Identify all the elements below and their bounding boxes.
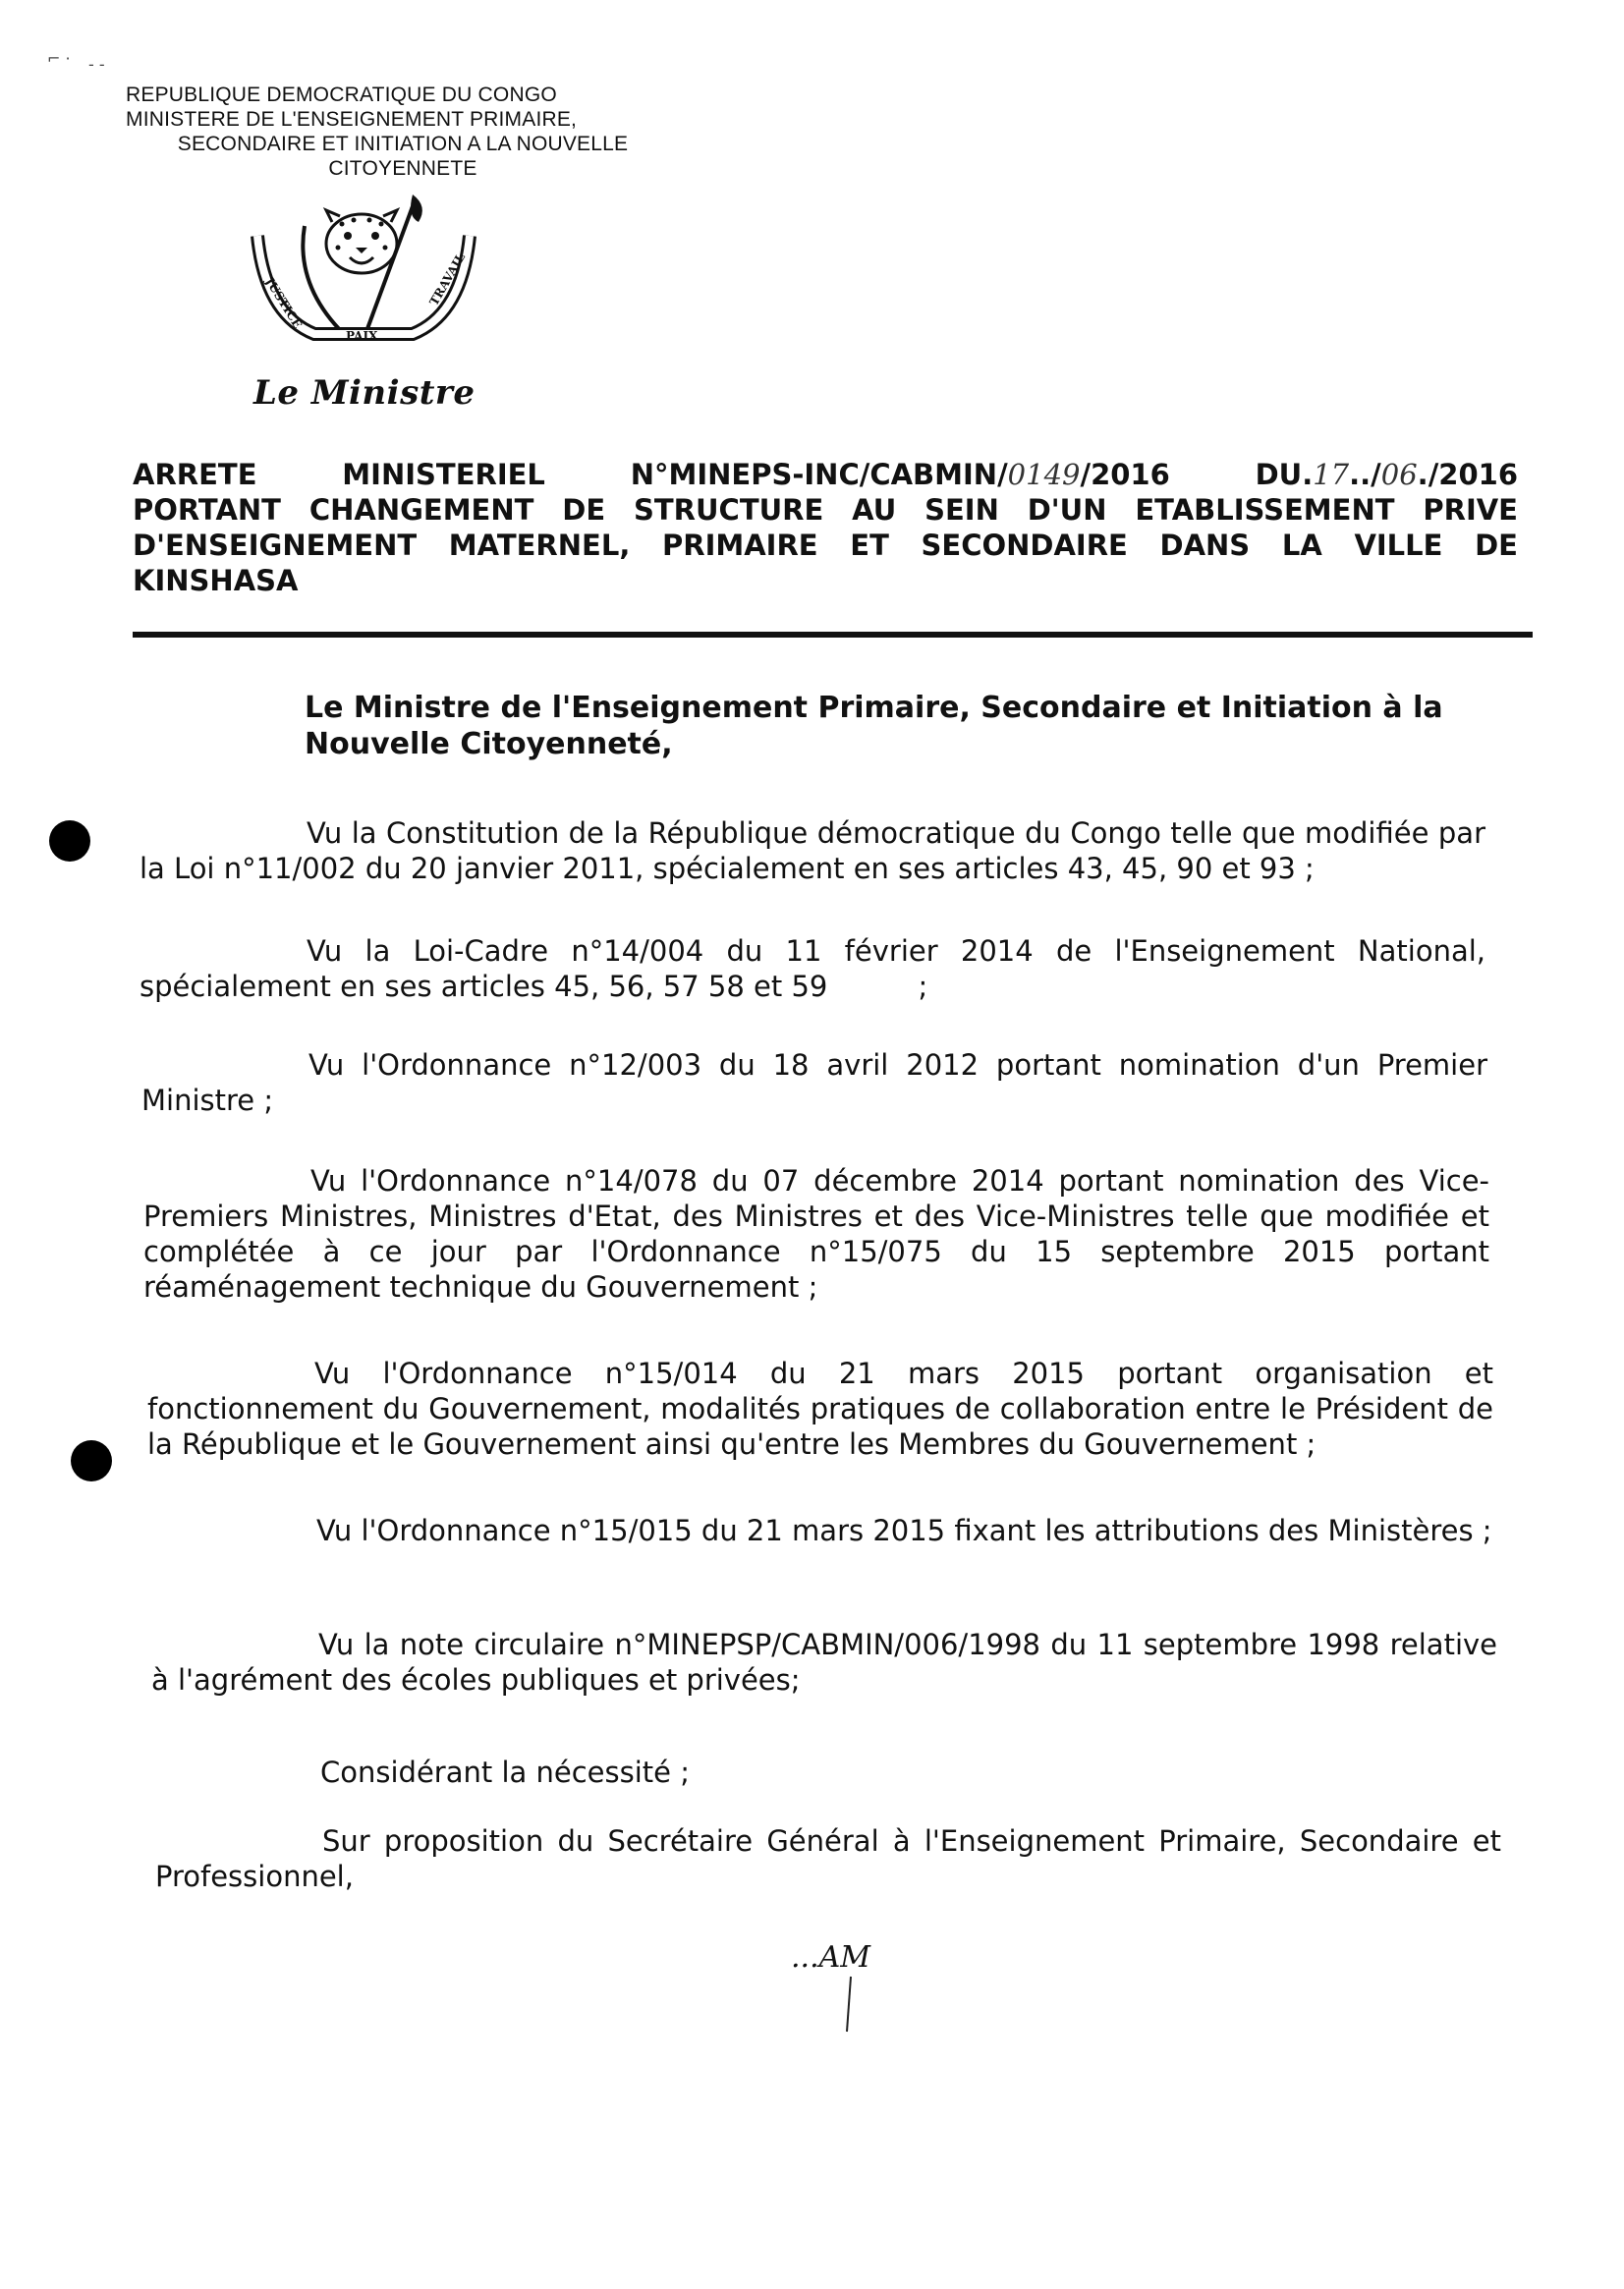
visa-paragraph-first: Vu l'Ordonnance n°15/015 du 21 mars 2015 fixant les attributions des — [316, 1514, 1319, 1547]
visa-paragraph-rest: Ministre ; — [141, 1084, 274, 1117]
scan-artifact: - - — [88, 55, 105, 74]
visa-paragraph — [147, 1356, 1493, 1462]
decree-month-handwritten: 06 — [1380, 458, 1418, 491]
considering-text: Considérant la nécessité ; — [320, 1756, 690, 1789]
visa-paragraph-rest: spécialement en ses articles 45, 56, 57 58 et 59 ; — [140, 970, 928, 1003]
proposal-paragraph — [155, 1823, 1501, 1894]
decree-date-sep: ../ — [1349, 458, 1381, 491]
visa-paragraph — [151, 1627, 1497, 1698]
decree-title-line1 — [133, 457, 1518, 492]
visa-paragraph-rest: relative à l'agrément des écoles publiques et privées; — [151, 1628, 1498, 1697]
minister-preamble: Le Ministre de l'Enseignement Primaire, Secondaire et Initiation à la Nouvelle Citoyenneté, — [305, 691, 1443, 761]
decree-number-handwritten: 0149 — [1007, 458, 1081, 491]
proposal-paragraph-first: Sur proposition du Secrétaire Général à l'Enseignement Primaire, Secondaire et — [322, 1824, 1501, 1858]
visa-paragraph — [149, 1513, 1495, 1548]
leopard-head-icon — [326, 210, 397, 273]
coat-of-arms-emblem — [236, 187, 491, 383]
decree-date-prefix: /2016 DU. — [1080, 458, 1314, 491]
visa-paragraph-first: Vu la Constitution de la République démocratique du Congo telle que modifiée — [307, 816, 1429, 850]
motto-justice: JUSTICE — [262, 275, 306, 331]
decree-title-line3: D'ENSEIGNEMENT MATERNEL, PRIMAIRE ET SECONDAIRE DANS LA VILLE DE — [133, 529, 1518, 562]
visa-paragraph-rest: fonctionnement du Gouvernement, modalités pratiques de collaboration entre le Président de la République et le Gouvernement ainsi qu'entre les Membres du Gouvernement ; — [147, 1392, 1493, 1461]
scan-artifact: ⌐ · — [47, 49, 71, 68]
visa-paragraph — [143, 1163, 1489, 1305]
proposal-paragraph-rest: Professionnel, — [155, 1860, 354, 1893]
visa-paragraph — [141, 1047, 1487, 1118]
visa-paragraph-first: Vu la note circulaire n°MINEPSP/CABMIN/006/1998 du 11 septembre 1998 — [318, 1628, 1380, 1661]
considering-paragraph — [153, 1755, 1499, 1790]
motto-ribbon — [257, 236, 470, 343]
visa-paragraph-rest: par la Loi n°11/002 du 20 janvier 2011, spécialement en ses articles 43, 45, 90 et 93 ; — [140, 816, 1485, 885]
decree-title — [133, 457, 1518, 598]
handwritten-stroke — [843, 1975, 855, 2034]
visa-paragraph-rest: Premiers Ministres, Ministres d'Etat, des Ministres et des Vice-Ministres telle que modifiée et complétée à ce jour par l'Ordonnance n°15/075 du 15 septembre 2015 portant réaménagement technique du Gouvernement ; — [143, 1200, 1489, 1304]
tusk-icon — [303, 226, 344, 334]
header-citizenship: CITOYENNETE — [328, 157, 477, 180]
header-ministry: MINISTERE DE L'ENSEIGNEMENT PRIMAIRE, — [126, 108, 578, 131]
visa-paragraph-rest: Ministères ; — [1327, 1514, 1492, 1547]
title-divider — [133, 632, 1533, 638]
minister-signature-title: Le Ministre — [253, 373, 476, 413]
punch-hole — [49, 820, 90, 862]
decree-title-line4: KINSHASA — [133, 564, 299, 597]
visa-paragraph-first: Vu l'Ordonnance n°12/003 du 18 avril 2012 portant nomination d'un Premier — [308, 1048, 1487, 1082]
document-header — [118, 83, 688, 181]
visa-paragraph-first: Vu la Loi-Cadre n°14/004 du 11 février 2014 de l'Enseignement National, — [307, 934, 1485, 968]
visa-paragraph-first: Vu l'Ordonnance n°15/014 du 21 mars 2015 portant organisation et — [314, 1357, 1493, 1390]
motto-travail: TRAVAIL — [426, 251, 469, 308]
decree-number-prefix: ARRETE MINISTERIEL N°MINEPS-INC/CABMIN/ — [133, 458, 1008, 491]
visa-paragraph-first: Vu l'Ordonnance n°14/078 du 07 décembre 2014 portant nomination des Vice- — [310, 1164, 1489, 1198]
decree-day-handwritten: 17 — [1313, 458, 1350, 491]
header-country: REPUBLIQUE DEMOCRATIQUE DU CONGO — [126, 84, 557, 106]
motto-paix: PAIX — [346, 329, 378, 343]
punch-hole — [71, 1440, 112, 1481]
visa-paragraph — [140, 933, 1485, 1004]
page-continuation-mark: ...AM — [791, 1940, 870, 1975]
decree-year: ./2016 — [1417, 458, 1518, 491]
decree-title-line2: PORTANT CHANGEMENT DE STRUCTURE AU SEIN D'UN ETABLISSEMENT PRIVE — [133, 493, 1518, 527]
header-ministry-cont: SECONDAIRE ET INITIATION A LA NOUVELLE — [177, 133, 629, 155]
visa-paragraph — [140, 815, 1485, 886]
